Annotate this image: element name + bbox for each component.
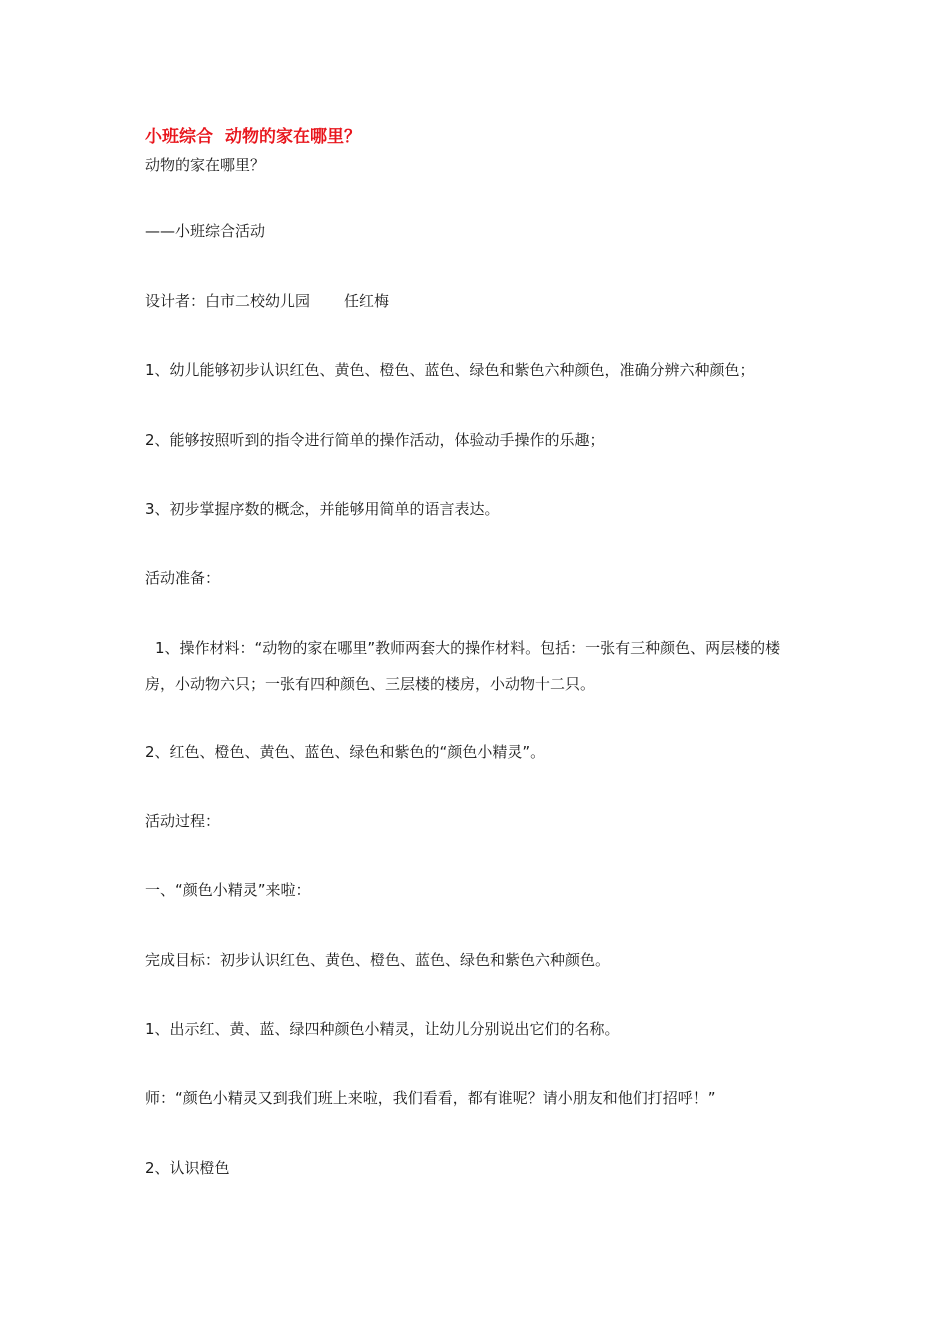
title-topic: 动物的家在哪里？ <box>225 127 361 147</box>
prep-item: 2、红色、橙色、黄色、蓝色、绿色和紫色的“颜色小精灵”。 <box>145 743 546 761</box>
teacher-dialogue: 师：“颜色小精灵又到我们班上来啦，我们看看，都有谁呢？请小朋友和他们打招呼！” <box>145 1089 716 1107</box>
document-title <box>145 126 361 148</box>
designer-name: 任红梅 <box>344 292 390 310</box>
prep-item: 1、操作材料：“动物的家在哪里”教师两套大的操作材料。包括：一张有三种颜色、两层楼的楼房，小动物六只；一张有四种颜色、三层楼的楼房，小动物十二只。 <box>145 639 781 693</box>
subtitle: 动物的家在哪里？ <box>145 156 266 174</box>
title-category: 小班综合 <box>145 127 213 147</box>
section-heading: 一、“颜色小精灵”来啦： <box>145 881 311 899</box>
designer-line <box>145 291 389 311</box>
step-item: 1、出示红、黄、蓝、绿四种颜色小精灵，让幼儿分别说出它们的名称。 <box>145 1020 620 1038</box>
prep-heading: 活动准备： <box>145 569 221 587</box>
process-heading: 活动过程： <box>145 812 221 830</box>
designer-label: 设计者：白市二校幼儿园 <box>145 292 311 310</box>
goal-item: 1、幼儿能够初步认识红色、黄色、橙色、蓝色、绿色和紫色六种颜色，准确分辨六种颜色； <box>145 361 755 379</box>
activity-type: ——小班综合活动 <box>145 222 266 240</box>
goal-item: 2、能够按照听到的指令进行简单的操作活动，体验动手操作的乐趣； <box>145 431 605 449</box>
step-item: 2、认识橙色 <box>145 1159 230 1177</box>
goal-item: 3、初步掌握序数的概念，并能够用简单的语言表达。 <box>145 500 500 518</box>
section-goal: 完成目标：初步认识红色、黄色、橙色、蓝色、绿色和紫色六种颜色。 <box>145 951 611 969</box>
